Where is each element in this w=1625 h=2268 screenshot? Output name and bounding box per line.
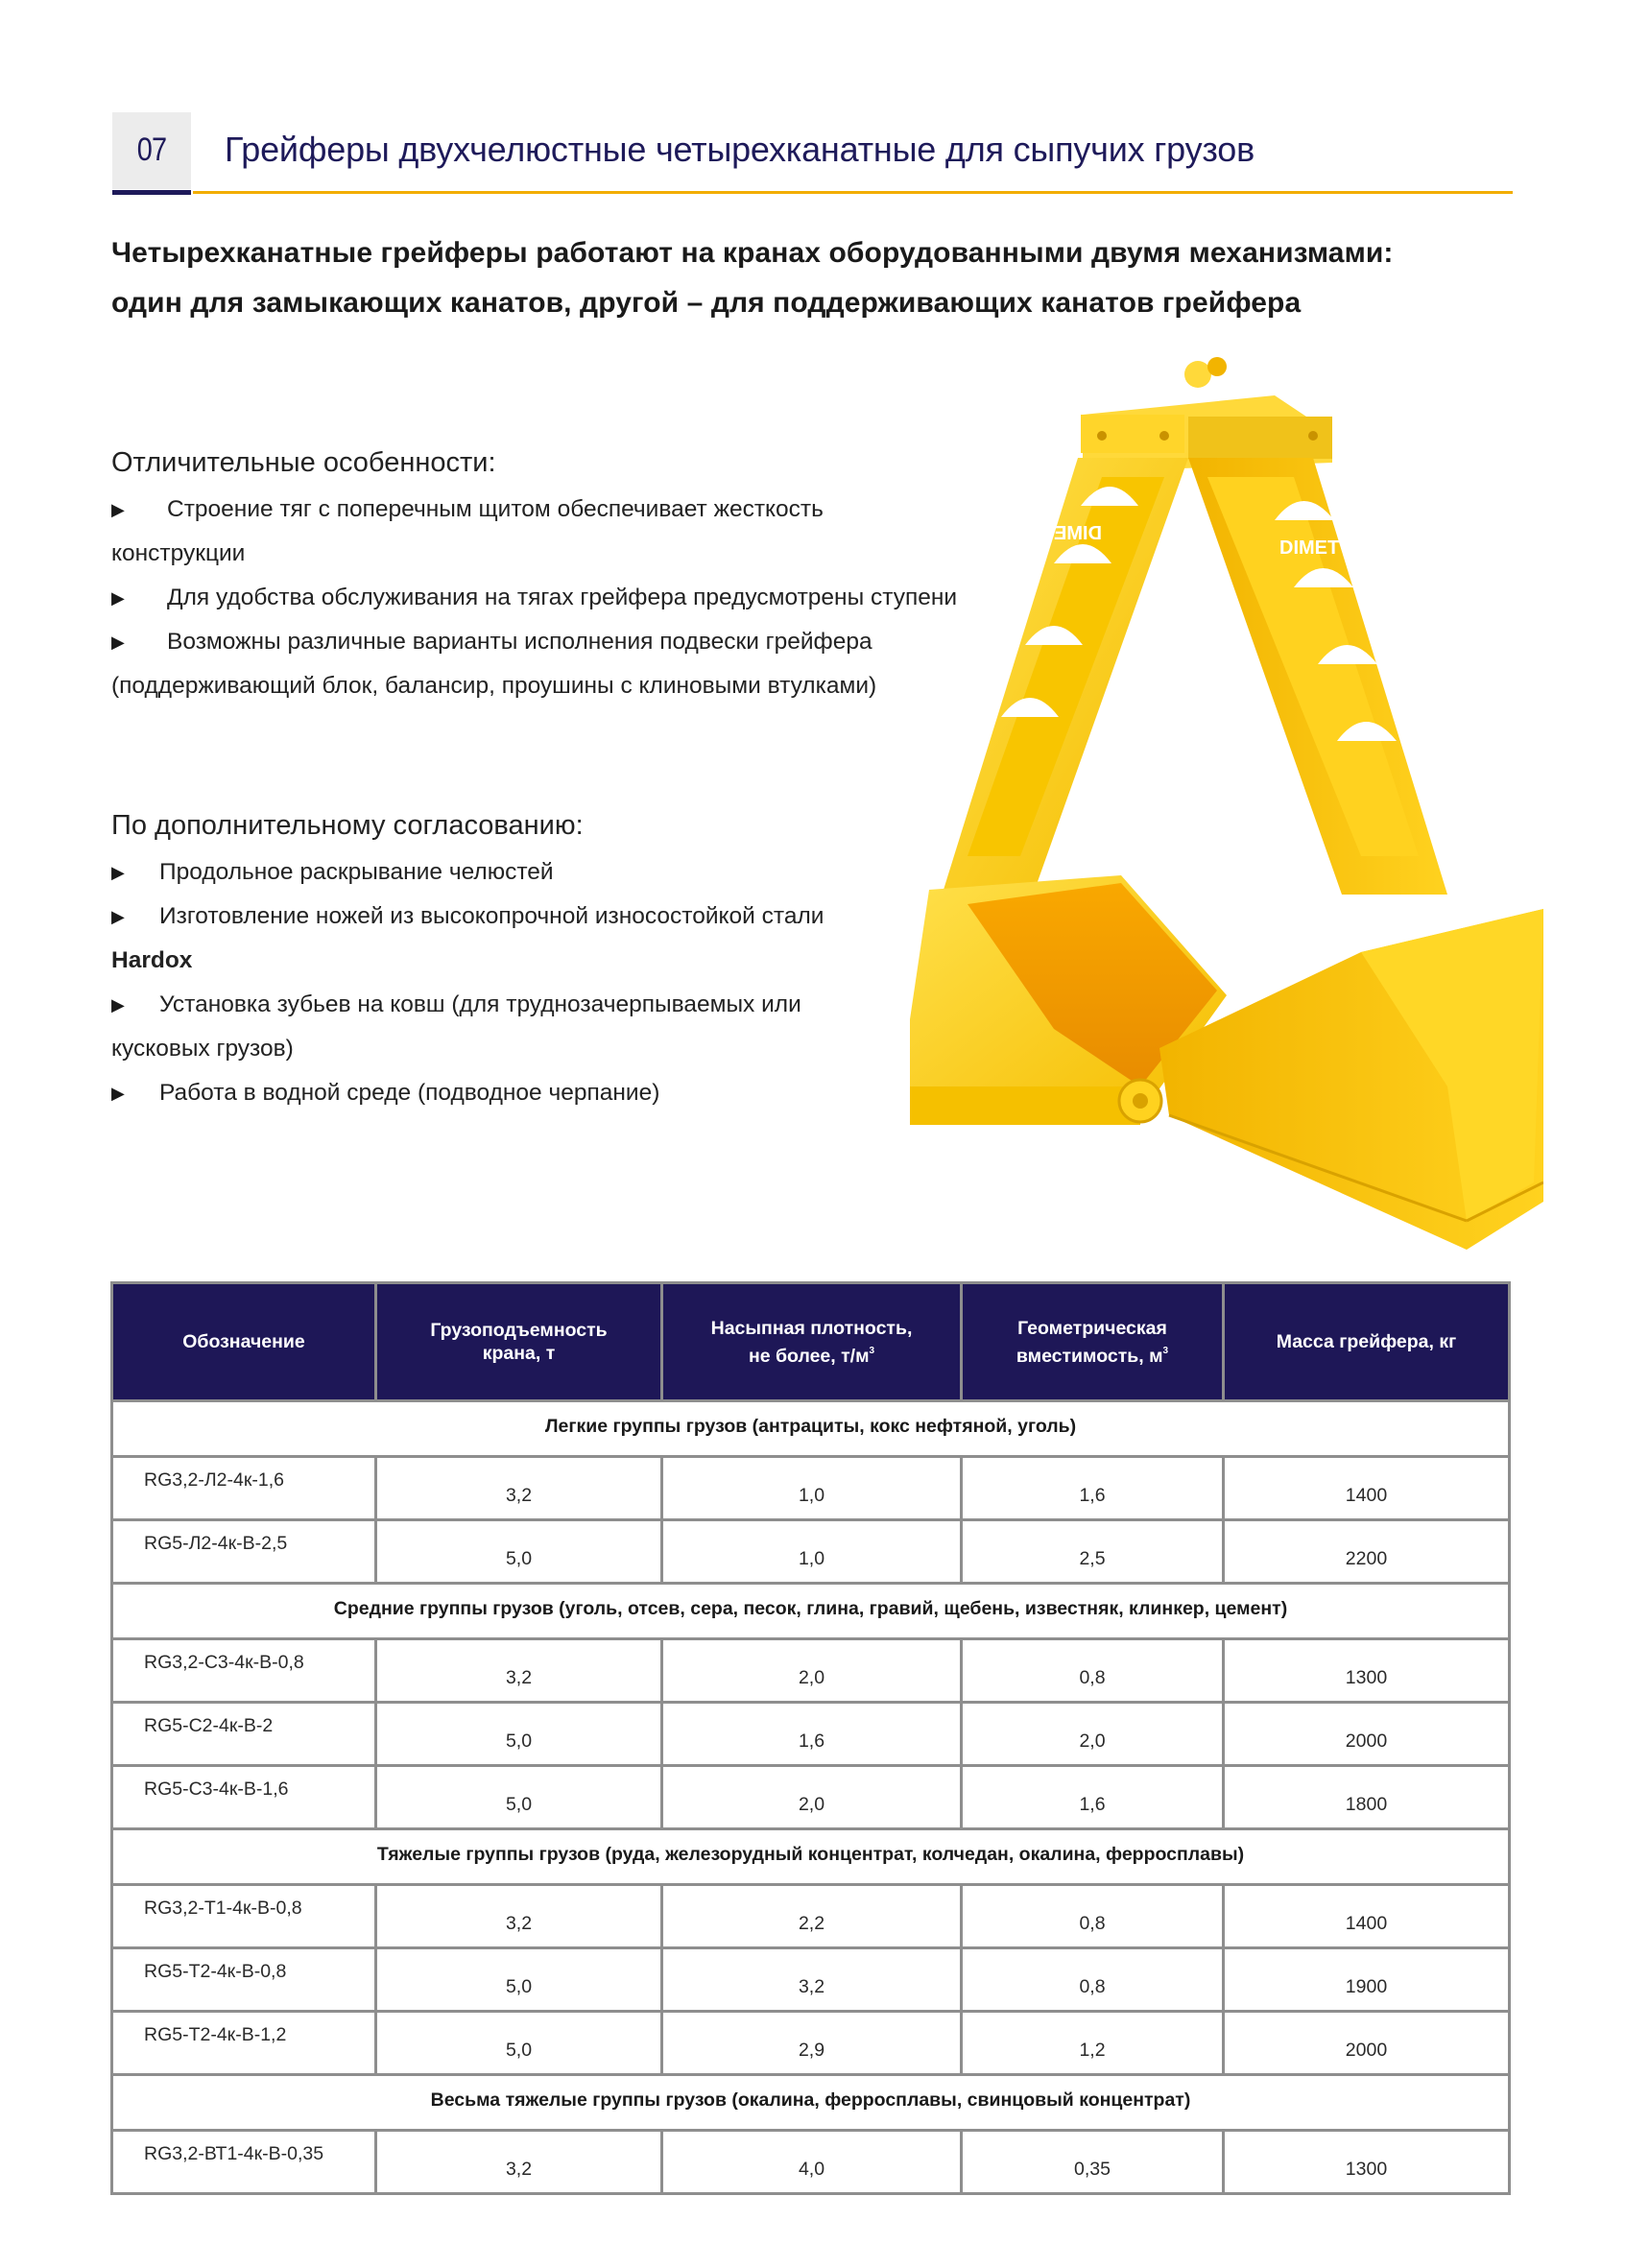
- cell-bulk-density: 4,0: [662, 2131, 962, 2194]
- cell-volume: 0,8: [962, 1885, 1224, 1948]
- cell-volume: 0,8: [962, 1639, 1224, 1703]
- cell-mass: 1400: [1224, 1457, 1510, 1520]
- options-list: [111, 850, 994, 1115]
- cell-crane-capacity: 3,2: [376, 1457, 662, 1520]
- cell-volume: 2,0: [962, 1703, 1224, 1766]
- brand-logo-mirrored: DIMET: [1041, 523, 1102, 544]
- cell-mass: 2200: [1224, 1520, 1510, 1584]
- cell-designation: RG5-С3-4к-В-1,6: [112, 1766, 376, 1829]
- column-header-bulk-density: Насыпная плотность, не более, $т/м^3$: [662, 1283, 962, 1401]
- cell-bulk-density: 3,2: [662, 1948, 962, 2012]
- grab-right-arm: [1188, 458, 1447, 895]
- table-group-row: [112, 1584, 1510, 1639]
- grab-head: [1081, 357, 1332, 472]
- list-item: [111, 576, 975, 620]
- title-rule: [193, 191, 1513, 194]
- bullet-arrow-icon: ▶: [111, 588, 125, 608]
- cell-mass: 1300: [1224, 2131, 1510, 2194]
- bullet-arrow-icon: ▶: [111, 500, 125, 519]
- bullet-arrow-icon: ▶: [111, 1084, 125, 1103]
- cell-bulk-density: 1,0: [662, 1520, 962, 1584]
- cell-crane-capacity: 5,0: [376, 1948, 662, 2012]
- cell-mass: 1300: [1224, 1639, 1510, 1703]
- group-title: Тяжелые группы грузов (руда, железорудный концентрат, колчедан, окалина, ферросплавы): [112, 1829, 1510, 1885]
- table-header-row: [112, 1283, 1510, 1401]
- table-row: [112, 2012, 1510, 2075]
- table-row: [112, 1457, 1510, 1520]
- table-row: [112, 2131, 1510, 2194]
- table-row: [112, 1766, 1510, 1829]
- list-item-text: Установка зубьев на ковш (для труднозачерпываемых или кусковых грузов): [111, 991, 801, 1062]
- cell-crane-capacity: 5,0: [376, 1703, 662, 1766]
- list-item-text: Для удобства обслуживания на тягах грейфера предусмотрены ступени: [167, 585, 958, 610]
- features-section: [111, 443, 994, 708]
- bullet-arrow-icon: ▶: [111, 633, 125, 652]
- list-item: [111, 620, 994, 708]
- lead-line: один для замыкающих канатов, другой – для поддерживающих канатов грейфера: [111, 287, 1302, 319]
- table-group-row: [112, 1401, 1510, 1457]
- column-header-designation: Обозначение: [112, 1283, 376, 1401]
- cell-volume: 1,6: [962, 1457, 1224, 1520]
- bullet-arrow-icon: ▶: [111, 863, 125, 882]
- bullet-arrow-icon: ▶: [111, 907, 125, 926]
- table-body: [112, 1401, 1510, 2194]
- cell-crane-capacity: 3,2: [376, 1885, 662, 1948]
- cell-designation: RG3,2-Л2-4к-1,6: [112, 1457, 376, 1520]
- cell-volume: 1,6: [962, 1766, 1224, 1829]
- cell-mass: 1800: [1224, 1766, 1510, 1829]
- list-item-text: Строение тяг с поперечным щитом обеспечивает жесткость конструкции: [111, 496, 824, 566]
- list-item-text-main: Изготовление ножей из высокопрочной износостойкой стали: [159, 903, 824, 929]
- options-section: [111, 806, 994, 1115]
- cell-bulk-density: 1,0: [662, 1457, 962, 1520]
- features-heading: Отличительные особенности:: [111, 447, 496, 478]
- table-row: [112, 1520, 1510, 1584]
- list-item: [111, 1071, 879, 1115]
- grab-left-arm: [944, 458, 1188, 890]
- cell-bulk-density: 2,9: [662, 2012, 962, 2075]
- column-header-volume: Геометрическая вместимость, $м^3$: [962, 1283, 1224, 1401]
- table-group-row: [112, 1829, 1510, 1885]
- grab-right-bucket: [1159, 909, 1543, 1250]
- cell-designation: RG3,2-Т1-4к-В-0,8: [112, 1885, 376, 1948]
- page-number-box: [112, 112, 191, 189]
- cell-crane-capacity: 5,0: [376, 1766, 662, 1829]
- cell-mass: 2000: [1224, 2012, 1510, 2075]
- lead-paragraph: [111, 228, 1532, 328]
- cell-designation: RG5-Т2-4к-В-1,2: [112, 2012, 376, 2075]
- column-header-crane-capacity: Грузоподъемность крана, т: [376, 1283, 662, 1401]
- cell-designation: RG5-Л2-4к-В-2,5: [112, 1520, 376, 1584]
- group-title: Легкие группы грузов (антрациты, кокс нефтяной, уголь): [112, 1401, 1510, 1457]
- cell-bulk-density: 2,2: [662, 1885, 962, 1948]
- group-title: Средние группы грузов (уголь, отсев, сера, песок, глина, гравий, щебень, известняк, клинкер, цемент): [112, 1584, 1510, 1639]
- cell-designation: RG3,2-ВТ1-4к-В-0,35: [112, 2131, 376, 2194]
- cell-volume: 2,5: [962, 1520, 1224, 1584]
- bullet-arrow-icon: ▶: [111, 995, 125, 1015]
- page-number: 07: [136, 131, 167, 168]
- cell-volume: 0,8: [962, 1948, 1224, 2012]
- cell-crane-capacity: 3,2: [376, 2131, 662, 2194]
- table-row: [112, 1703, 1510, 1766]
- page-number-underline: [112, 190, 191, 195]
- product-image-grab: [910, 357, 1543, 1250]
- list-item: [111, 895, 860, 983]
- list-item-text: [111, 903, 824, 973]
- lead-line: Четырехканатные грейферы работают на кранах оборудованными двумя механизмами:: [111, 237, 1394, 269]
- cell-bulk-density: 2,0: [662, 1766, 962, 1829]
- list-item: [111, 983, 860, 1071]
- cell-mass: 1400: [1224, 1885, 1510, 1948]
- cell-designation: RG3,2-С3-4к-В-0,8: [112, 1639, 376, 1703]
- cell-crane-capacity: 3,2: [376, 1639, 662, 1703]
- cell-crane-capacity: 5,0: [376, 1520, 662, 1584]
- list-item-text: Работа в водной среде (подводное черпание): [159, 1080, 660, 1106]
- cell-designation: RG5-С2-4к-В-2: [112, 1703, 376, 1766]
- cell-volume: 1,2: [962, 2012, 1224, 2075]
- hardox-label: Hardox: [111, 947, 193, 973]
- list-item-text: Возможны различные варианты исполнения подвески грейфера (поддерживающий блок, балансир, проушины с клиновыми втулками): [111, 629, 877, 699]
- group-title: Весьма тяжелые группы грузов (окалина, ферросплавы, свинцовый концентрат): [112, 2075, 1510, 2131]
- list-item: [111, 488, 956, 576]
- cell-mass: 1900: [1224, 1948, 1510, 2012]
- features-list: [111, 488, 994, 708]
- cell-designation: RG5-Т2-4к-В-0,8: [112, 1948, 376, 2012]
- cell-bulk-density: 2,0: [662, 1639, 962, 1703]
- cell-crane-capacity: 5,0: [376, 2012, 662, 2075]
- table-group-row: [112, 2075, 1510, 2131]
- list-item-text: Продольное раскрывание челюстей: [159, 859, 554, 885]
- page-title: Грейферы двухчелюстные четырехканатные для сыпучих грузов: [225, 130, 1255, 169]
- table-row: [112, 1639, 1510, 1703]
- table-row: [112, 1885, 1510, 1948]
- cell-volume: 0,35: [962, 2131, 1224, 2194]
- list-item: [111, 850, 879, 895]
- brand-logo: DIMET: [1279, 537, 1340, 559]
- column-header-mass: Масса грейфера, кг: [1224, 1283, 1510, 1401]
- cell-mass: 2000: [1224, 1703, 1510, 1766]
- options-heading: По дополнительному согласованию:: [111, 810, 584, 841]
- table-row: [112, 1948, 1510, 2012]
- spec-table: [110, 1281, 1511, 2195]
- cell-bulk-density: 1,6: [662, 1703, 962, 1766]
